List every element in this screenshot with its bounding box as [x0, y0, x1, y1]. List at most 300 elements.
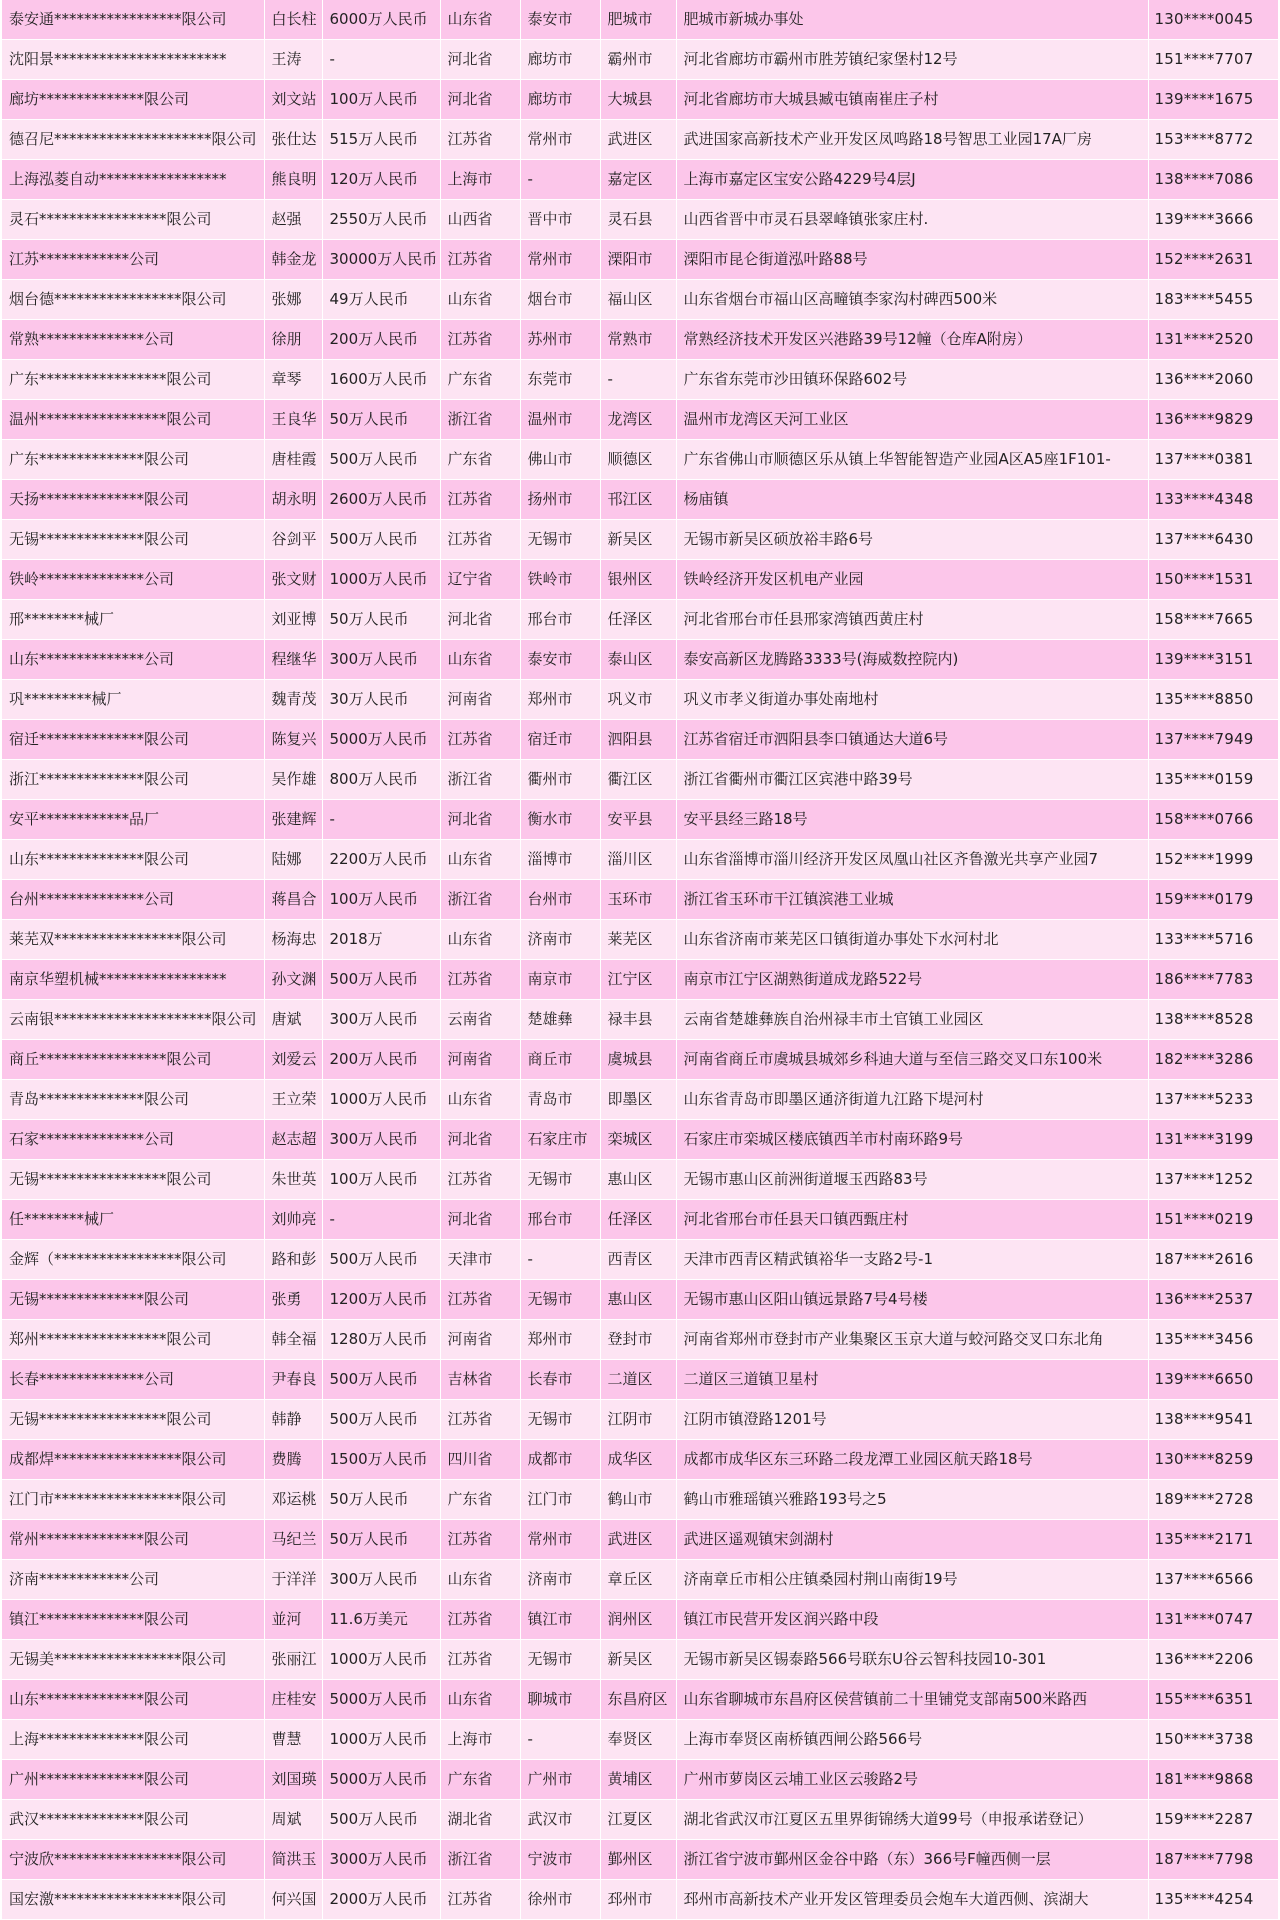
district-cell: 江阴市 [600, 1400, 676, 1440]
address-cell: 天津市西青区精武镇裕华一支路2号-1 [676, 1240, 1148, 1280]
province-cell: 山东省 [440, 1560, 520, 1600]
legal-person-cell: 刘亚博 [264, 600, 322, 640]
city-cell: 无锡市 [520, 1400, 600, 1440]
company-name-cell: 无锡**************限公司 [2, 520, 264, 560]
table-row [2, 560, 1278, 600]
city-cell: 东莞市 [520, 360, 600, 400]
table-row [2, 720, 1278, 760]
address-cell: 安平县经三路18号 [676, 800, 1148, 840]
district-cell: 泗阳县 [600, 720, 676, 760]
registered-capital-cell: 30万人民币 [322, 680, 440, 720]
legal-person-cell: 刘爱云 [264, 1040, 322, 1080]
company-table [2, 0, 1279, 1920]
district-cell: 龙湾区 [600, 400, 676, 440]
address-cell: 武进国家高新技术产业开发区凤鸣路18号智思工业园17A厂房 [676, 120, 1148, 160]
registered-capital-cell: 2550万人民币 [322, 200, 440, 240]
table-row [2, 280, 1278, 320]
phone-cell: 158****0766 [1148, 800, 1278, 840]
registered-capital-cell: 1000万人民币 [322, 1720, 440, 1760]
table-row [2, 1560, 1278, 1600]
legal-person-cell: 赵强 [264, 200, 322, 240]
city-cell: 无锡市 [520, 1640, 600, 1680]
table-row [2, 480, 1278, 520]
district-cell: 淄川区 [600, 840, 676, 880]
district-cell: 泰山区 [600, 640, 676, 680]
city-cell: 常州市 [520, 1520, 600, 1560]
legal-person-cell: 曹慧 [264, 1720, 322, 1760]
address-cell: 广东省佛山市顺德区乐从镇上华智能智造产业园A区A5座1F101- [676, 440, 1148, 480]
district-cell: 常熟市 [600, 320, 676, 360]
company-name-cell: 广东**************限公司 [2, 440, 264, 480]
city-cell: 烟台市 [520, 280, 600, 320]
table-row [2, 1080, 1278, 1120]
phone-cell: 182****3286 [1148, 1040, 1278, 1080]
legal-person-cell: 孙文渊 [264, 960, 322, 1000]
phone-cell: 159****0179 [1148, 880, 1278, 920]
province-cell: 江苏省 [440, 1520, 520, 1560]
province-cell: 河北省 [440, 800, 520, 840]
district-cell: 新吴区 [600, 1640, 676, 1680]
legal-person-cell: 程继华 [264, 640, 322, 680]
table-row [2, 120, 1278, 160]
registered-capital-cell: - [322, 1200, 440, 1240]
phone-cell: 135****2171 [1148, 1520, 1278, 1560]
company-name-cell: 山东**************限公司 [2, 1680, 264, 1720]
district-cell: 嘉定区 [600, 160, 676, 200]
city-cell: 邢台市 [520, 600, 600, 640]
company-name-cell: 郑州*****************限公司 [2, 1320, 264, 1360]
company-name-cell: 无锡*****************限公司 [2, 1160, 264, 1200]
legal-person-cell: 王涛 [264, 40, 322, 80]
company-name-cell: 无锡*****************限公司 [2, 1400, 264, 1440]
registered-capital-cell: 500万人民币 [322, 960, 440, 1000]
address-cell: 铁岭经济开发区机电产业园 [676, 560, 1148, 600]
city-cell: 晋中市 [520, 200, 600, 240]
address-cell: 广东省东莞市沙田镇环保路602号 [676, 360, 1148, 400]
table-row [2, 360, 1278, 400]
address-cell: 湖北省武汉市江夏区五里界街锦绣大道99号（申报承诺登记） [676, 1800, 1148, 1840]
legal-person-cell: 张文财 [264, 560, 322, 600]
phone-cell: 186****7783 [1148, 960, 1278, 1000]
city-cell: 泰安市 [520, 640, 600, 680]
table-row [2, 1720, 1278, 1760]
city-cell: - [520, 1720, 600, 1760]
table-row [2, 640, 1278, 680]
city-cell: 济南市 [520, 920, 600, 960]
address-cell: 河北省廊坊市霸州市胜芳镇纪家堡村12号 [676, 40, 1148, 80]
province-cell: 山东省 [440, 1680, 520, 1720]
legal-person-cell: 王立荣 [264, 1080, 322, 1120]
province-cell: 广东省 [440, 1480, 520, 1520]
district-cell: 玉环市 [600, 880, 676, 920]
legal-person-cell: 韩全福 [264, 1320, 322, 1360]
district-cell: 成华区 [600, 1440, 676, 1480]
address-cell: 上海市嘉定区宝安公路4229号4层J [676, 160, 1148, 200]
table-row [2, 1880, 1278, 1920]
registered-capital-cell: 50万人民币 [322, 600, 440, 640]
registered-capital-cell: 100万人民币 [322, 80, 440, 120]
province-cell: 云南省 [440, 1000, 520, 1040]
city-cell: 宿迁市 [520, 720, 600, 760]
registered-capital-cell: 1280万人民币 [322, 1320, 440, 1360]
legal-person-cell: 张丽江 [264, 1640, 322, 1680]
province-cell: 江苏省 [440, 520, 520, 560]
phone-cell: 136****9829 [1148, 400, 1278, 440]
company-name-cell: 泰安通*****************限公司 [2, 0, 264, 40]
phone-cell: 183****5455 [1148, 280, 1278, 320]
legal-person-cell: 韩静 [264, 1400, 322, 1440]
legal-person-cell: 何兴国 [264, 1880, 322, 1920]
address-cell: 常熟经济技术开发区兴港路39号12幢（仓库A附房） [676, 320, 1148, 360]
address-cell: 济南章丘市相公庄镇桑园村荆山南街19号 [676, 1560, 1148, 1600]
province-cell: 辽宁省 [440, 560, 520, 600]
phone-cell: 131****0747 [1148, 1600, 1278, 1640]
legal-person-cell: 刘帅亮 [264, 1200, 322, 1240]
city-cell: 徐州市 [520, 1880, 600, 1920]
phone-cell: 159****2287 [1148, 1800, 1278, 1840]
city-cell: - [520, 1240, 600, 1280]
address-cell: 浙江省宁波市鄞州区金谷中路（东）366号F幢西侧一层 [676, 1840, 1148, 1880]
province-cell: 江苏省 [440, 960, 520, 1000]
registered-capital-cell: 1000万人民币 [322, 1640, 440, 1680]
phone-cell: 135****0159 [1148, 760, 1278, 800]
city-cell: 南京市 [520, 960, 600, 1000]
district-cell: 安平县 [600, 800, 676, 840]
district-cell: 顺德区 [600, 440, 676, 480]
phone-cell: 151****0219 [1148, 1200, 1278, 1240]
legal-person-cell: 韩金龙 [264, 240, 322, 280]
city-cell: 衢州市 [520, 760, 600, 800]
address-cell: 浙江省衢州市衢江区宾港中路39号 [676, 760, 1148, 800]
city-cell: 青岛市 [520, 1080, 600, 1120]
phone-cell: 152****1999 [1148, 840, 1278, 880]
company-name-cell: 宁波欣*****************限公司 [2, 1840, 264, 1880]
phone-cell: 138****8528 [1148, 1000, 1278, 1040]
district-cell: 邳州市 [600, 1880, 676, 1920]
address-cell: 山东省济南市莱芜区口镇街道办事处下水河村北 [676, 920, 1148, 960]
district-cell: 任泽区 [600, 600, 676, 640]
district-cell: 奉贤区 [600, 1720, 676, 1760]
province-cell: 广东省 [440, 1760, 520, 1800]
company-name-cell: 国宏激*****************限公司 [2, 1880, 264, 1920]
table-row [2, 1640, 1278, 1680]
province-cell: 河北省 [440, 600, 520, 640]
address-cell: 浙江省玉环市干江镇滨港工业城 [676, 880, 1148, 920]
company-name-cell: 廊坊**************限公司 [2, 80, 264, 120]
city-cell: 楚雄彝 [520, 1000, 600, 1040]
district-cell: 肥城市 [600, 0, 676, 40]
city-cell: 廊坊市 [520, 40, 600, 80]
district-cell: 虞城县 [600, 1040, 676, 1080]
district-cell: 邗江区 [600, 480, 676, 520]
legal-person-cell: 蒋昌合 [264, 880, 322, 920]
legal-person-cell: 马纪兰 [264, 1520, 322, 1560]
province-cell: 河北省 [440, 1200, 520, 1240]
company-name-cell: 铁岭**************公司 [2, 560, 264, 600]
company-name-cell: 宿迁**************限公司 [2, 720, 264, 760]
table-row [2, 200, 1278, 240]
company-name-cell: 温州*****************限公司 [2, 400, 264, 440]
legal-person-cell: 周斌 [264, 1800, 322, 1840]
district-cell: 登封市 [600, 1320, 676, 1360]
registered-capital-cell: 6000万人民币 [322, 0, 440, 40]
district-cell: 鹤山市 [600, 1480, 676, 1520]
phone-cell: 137****1252 [1148, 1160, 1278, 1200]
registered-capital-cell: 5000万人民币 [322, 1680, 440, 1720]
province-cell: 浙江省 [440, 400, 520, 440]
district-cell: 栾城区 [600, 1120, 676, 1160]
legal-person-cell: 简洪玉 [264, 1840, 322, 1880]
address-cell: 石家庄市栾城区楼底镇西羊市村南环路9号 [676, 1120, 1148, 1160]
province-cell: 四川省 [440, 1440, 520, 1480]
table-row [2, 1160, 1278, 1200]
province-cell: 江苏省 [440, 1640, 520, 1680]
company-name-cell: 青岛**************限公司 [2, 1080, 264, 1120]
company-name-cell: 沈阳景*********************** [2, 40, 264, 80]
province-cell: 江苏省 [440, 240, 520, 280]
city-cell: 石家庄市 [520, 1120, 600, 1160]
table-row [2, 1360, 1278, 1400]
table-row [2, 80, 1278, 120]
table-row [2, 680, 1278, 720]
table-row [2, 1040, 1278, 1080]
city-cell: 常州市 [520, 120, 600, 160]
address-cell: 河南省商丘市虞城县城郊乡科迪大道与至信三路交叉口东100米 [676, 1040, 1148, 1080]
province-cell: 山东省 [440, 640, 520, 680]
company-name-cell: 云南银*********************限公司 [2, 1000, 264, 1040]
legal-person-cell: 尹春良 [264, 1360, 322, 1400]
address-cell: 邳州市高新技术产业开发区管理委员会炮车大道西侧、滨湖大 [676, 1880, 1148, 1920]
address-cell: 河北省廊坊市大城县臧屯镇南崔庄子村 [676, 80, 1148, 120]
address-cell: 无锡市新吴区锡泰路566号联东U谷云智科技园10-301 [676, 1640, 1148, 1680]
registered-capital-cell: 50万人民币 [322, 400, 440, 440]
district-cell: 武进区 [600, 1520, 676, 1560]
phone-cell: 150****3738 [1148, 1720, 1278, 1760]
province-cell: 江苏省 [440, 1400, 520, 1440]
legal-person-cell: 陆娜 [264, 840, 322, 880]
table-row [2, 1440, 1278, 1480]
phone-cell: 138****7086 [1148, 160, 1278, 200]
registered-capital-cell: 500万人民币 [322, 1800, 440, 1840]
phone-cell: 155****6351 [1148, 1680, 1278, 1720]
address-cell: 巩义市孝义街道办事处南地村 [676, 680, 1148, 720]
city-cell: 聊城市 [520, 1680, 600, 1720]
province-cell: 上海市 [440, 160, 520, 200]
company-name-cell: 天扬**************限公司 [2, 480, 264, 520]
registered-capital-cell: 1600万人民币 [322, 360, 440, 400]
address-cell: 温州市龙湾区天河工业区 [676, 400, 1148, 440]
company-name-cell: 山东**************限公司 [2, 840, 264, 880]
legal-person-cell: 唐斌 [264, 1000, 322, 1040]
district-cell: 溧阳市 [600, 240, 676, 280]
table-row [2, 1760, 1278, 1800]
phone-cell: 135****4254 [1148, 1880, 1278, 1920]
phone-cell: 139****6650 [1148, 1360, 1278, 1400]
table-row [2, 1840, 1278, 1880]
address-cell: 无锡市新吴区硕放裕丰路6号 [676, 520, 1148, 560]
city-cell: 泰安市 [520, 0, 600, 40]
province-cell: 山东省 [440, 280, 520, 320]
registered-capital-cell: 30000万人民币 [322, 240, 440, 280]
registered-capital-cell: 2200万人民币 [322, 840, 440, 880]
company-name-cell: 成都焊*****************限公司 [2, 1440, 264, 1480]
table-row [2, 160, 1278, 200]
table-row [2, 1240, 1278, 1280]
company-name-cell: 长春**************公司 [2, 1360, 264, 1400]
district-cell: 灵石县 [600, 200, 676, 240]
address-cell: 溧阳市昆仑街道泓叶路88号 [676, 240, 1148, 280]
province-cell: 湖北省 [440, 1800, 520, 1840]
registered-capital-cell: 500万人民币 [322, 1240, 440, 1280]
province-cell: 山东省 [440, 1080, 520, 1120]
table-row [2, 1320, 1278, 1360]
city-cell: 无锡市 [520, 1160, 600, 1200]
district-cell: 衢江区 [600, 760, 676, 800]
phone-cell: 189****2728 [1148, 1480, 1278, 1520]
company-name-cell: 江门市*****************限公司 [2, 1480, 264, 1520]
table-row [2, 400, 1278, 440]
district-cell: 江夏区 [600, 1800, 676, 1840]
registered-capital-cell: 49万人民币 [322, 280, 440, 320]
province-cell: 广东省 [440, 360, 520, 400]
legal-person-cell: 陈复兴 [264, 720, 322, 760]
city-cell: 成都市 [520, 1440, 600, 1480]
table-row [2, 1200, 1278, 1240]
city-cell: 台州市 [520, 880, 600, 920]
district-cell: - [600, 360, 676, 400]
city-cell: 郑州市 [520, 1320, 600, 1360]
province-cell: 江苏省 [440, 1280, 520, 1320]
district-cell: 润州区 [600, 1600, 676, 1640]
legal-person-cell: 刘文站 [264, 80, 322, 120]
company-name-cell: 江苏************公司 [2, 240, 264, 280]
phone-cell: 133****5716 [1148, 920, 1278, 960]
district-cell: 章丘区 [600, 1560, 676, 1600]
district-cell: 即墨区 [600, 1080, 676, 1120]
table-row [2, 1000, 1278, 1040]
district-cell: 银州区 [600, 560, 676, 600]
company-name-cell: 安平************品厂 [2, 800, 264, 840]
district-cell: 武进区 [600, 120, 676, 160]
registered-capital-cell: 300万人民币 [322, 640, 440, 680]
registered-capital-cell: 11.6万美元 [322, 1600, 440, 1640]
province-cell: 河北省 [440, 80, 520, 120]
district-cell: 福山区 [600, 280, 676, 320]
city-cell: 镇江市 [520, 1600, 600, 1640]
address-cell: 河北省邢台市任县邢家湾镇西黄庄村 [676, 600, 1148, 640]
table-row [2, 1480, 1278, 1520]
address-cell: 二道区三道镇卫星村 [676, 1360, 1148, 1400]
company-name-cell: 南京华塑机械***************** [2, 960, 264, 1000]
phone-cell: 136****2060 [1148, 360, 1278, 400]
registered-capital-cell: - [322, 40, 440, 80]
phone-cell: 153****8772 [1148, 120, 1278, 160]
address-cell: 无锡市惠山区前洲街道堰玉西路83号 [676, 1160, 1148, 1200]
district-cell: 惠山区 [600, 1280, 676, 1320]
phone-cell: 136****2537 [1148, 1280, 1278, 1320]
district-cell: 黄埔区 [600, 1760, 676, 1800]
table-row [2, 1680, 1278, 1720]
company-name-cell: 武汉**************限公司 [2, 1800, 264, 1840]
company-name-cell: 广州**************限公司 [2, 1760, 264, 1800]
legal-person-cell: 张娜 [264, 280, 322, 320]
city-cell: 廊坊市 [520, 80, 600, 120]
legal-person-cell: 于洋洋 [264, 1560, 322, 1600]
registered-capital-cell: 1500万人民币 [322, 1440, 440, 1480]
table-row [2, 40, 1278, 80]
table-row [2, 240, 1278, 280]
table-row [2, 520, 1278, 560]
legal-person-cell: 徐朋 [264, 320, 322, 360]
province-cell: 浙江省 [440, 760, 520, 800]
phone-cell: 139****3151 [1148, 640, 1278, 680]
company-name-cell: 上海**************限公司 [2, 1720, 264, 1760]
registered-capital-cell: 300万人民币 [322, 1560, 440, 1600]
registered-capital-cell: 100万人民币 [322, 880, 440, 920]
province-cell: 河南省 [440, 680, 520, 720]
province-cell: 河南省 [440, 1040, 520, 1080]
registered-capital-cell: 3000万人民币 [322, 1840, 440, 1880]
phone-cell: 181****9868 [1148, 1760, 1278, 1800]
legal-person-cell: 朱世英 [264, 1160, 322, 1200]
company-name-cell: 莱芜双*****************限公司 [2, 920, 264, 960]
legal-person-cell: 费腾 [264, 1440, 322, 1480]
company-name-cell: 烟台德*****************限公司 [2, 280, 264, 320]
registered-capital-cell: 1200万人民币 [322, 1280, 440, 1320]
company-name-cell: 任********械厂 [2, 1200, 264, 1240]
address-cell: 河北省邢台市任县天口镇西甄庄村 [676, 1200, 1148, 1240]
legal-person-cell: 张建辉 [264, 800, 322, 840]
city-cell: 江门市 [520, 1480, 600, 1520]
address-cell: 山东省青岛市即墨区通济街道九江路下堤河村 [676, 1080, 1148, 1120]
province-cell: 江苏省 [440, 720, 520, 760]
district-cell: 新吴区 [600, 520, 676, 560]
city-cell: - [520, 160, 600, 200]
address-cell: 江阴市镇澄路1201号 [676, 1400, 1148, 1440]
phone-cell: 151****7707 [1148, 40, 1278, 80]
registered-capital-cell: 300万人民币 [322, 1120, 440, 1160]
legal-person-cell: 魏青茂 [264, 680, 322, 720]
registered-capital-cell: 1000万人民币 [322, 1080, 440, 1120]
province-cell: 天津市 [440, 1240, 520, 1280]
company-name-cell: 上海泓菱自动***************** [2, 160, 264, 200]
phone-cell: 131****3199 [1148, 1120, 1278, 1160]
district-cell: 巩义市 [600, 680, 676, 720]
address-cell: 泰安高新区龙腾路3333号(海威数控院内) [676, 640, 1148, 680]
phone-cell: 187****2616 [1148, 1240, 1278, 1280]
registered-capital-cell: 50万人民币 [322, 1520, 440, 1560]
table-row [2, 1600, 1278, 1640]
phone-cell: 137****0381 [1148, 440, 1278, 480]
registered-capital-cell: 50万人民币 [322, 1480, 440, 1520]
registered-capital-cell: 800万人民币 [322, 760, 440, 800]
legal-person-cell: 庄桂安 [264, 1680, 322, 1720]
city-cell: 佛山市 [520, 440, 600, 480]
company-name-cell: 灵石*****************限公司 [2, 200, 264, 240]
registered-capital-cell: 1000万人民币 [322, 560, 440, 600]
company-name-cell: 常州**************限公司 [2, 1520, 264, 1560]
address-cell: 江苏省宿迁市泗阳县李口镇通达大道6号 [676, 720, 1148, 760]
phone-cell: 135****3456 [1148, 1320, 1278, 1360]
city-cell: 扬州市 [520, 480, 600, 520]
table-row [2, 840, 1278, 880]
district-cell: 大城县 [600, 80, 676, 120]
company-name-cell: 德召尼*********************限公司 [2, 120, 264, 160]
city-cell: 淄博市 [520, 840, 600, 880]
city-cell: 无锡市 [520, 1280, 600, 1320]
district-cell: 莱芜区 [600, 920, 676, 960]
registered-capital-cell: 5000万人民币 [322, 1760, 440, 1800]
